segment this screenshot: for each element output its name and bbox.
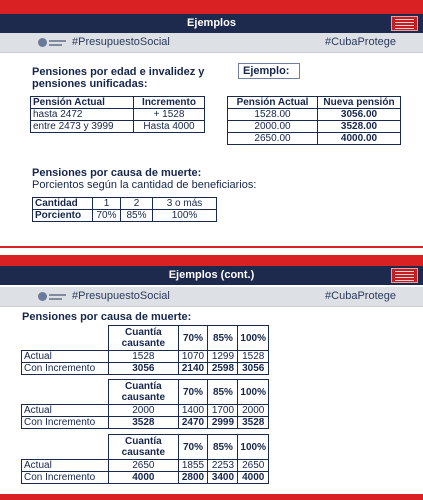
government-logo: [38, 38, 66, 48]
pension-increment-table: [30, 96, 205, 133]
table-row: entre 2473 y 3999 Hasta 4000: [31, 121, 205, 133]
section-subtitle-porcientos: Porcientos según la cantidad de beneficiarios:: [32, 179, 257, 191]
government-logo: [38, 292, 66, 302]
table-row: Porciento 70% 85% 100%: [33, 210, 217, 222]
example-label: Ejemplo:: [238, 63, 300, 79]
section-title-causa-muerte: Pensiones por causa de muerte:: [22, 311, 192, 323]
death-pension-table-3: Cuantía causante 70% 85% 100% Actual 2650 1855 2253 2650 Con Incremento 4000 2800 3400 4000: [21, 434, 269, 484]
table-row: Actual 2650 1855 2253 2650: [22, 460, 269, 472]
table-row: Actual 2000 1400 1700 2000: [22, 405, 269, 417]
hashtag-presupuesto-social: #PresupuestoSocial: [72, 36, 170, 48]
section-title-edad-invalidez: Pensiones por edad e invalidez y pensiones unificadas:: [32, 66, 205, 90]
table-row: Cantidad 1 2 3 o más: [33, 198, 217, 210]
slide-ejemplos: [0, 14, 423, 246]
example-pension-table: [227, 96, 401, 145]
table-row: Actual 1528 1070 1299 1528: [22, 351, 269, 363]
hashtag-presupuesto-social: #PresupuestoSocial: [72, 290, 170, 302]
table-row: 2650.00 4000.00: [228, 133, 401, 145]
table-row: hasta 2472 + 1528: [31, 109, 205, 121]
slide-title-bar: [0, 266, 423, 285]
table-row: 2000.00 3528.00: [228, 121, 401, 133]
slide-title-bar: [0, 14, 423, 33]
slide-ejemplos-cont: [0, 266, 423, 494]
death-pension-table-1: Cuantía causante 70% 85% 100% Actual 1528 1070 1299 1528 Con Incremento 3056 2140 2598 3056: [21, 325, 269, 375]
beneficiaries-percent-table: [32, 197, 217, 222]
table-header: Pensión Actual: [31, 97, 134, 109]
death-pension-table-2: Cuantía causante 70% 85% 100% Actual 2000 1400 1700 2000 Con Incremento 3528 2470 2999 3528: [21, 379, 269, 429]
hashtag-cuba-protege: #CubaProtege: [325, 36, 396, 48]
table-row: Con Incremento 4000 2800 3400 4000: [22, 472, 269, 484]
slide-title: Ejemplos: [187, 17, 236, 29]
hashtag-bar: [0, 33, 423, 53]
table-row: Con Incremento 3528 2470 2999 3528: [22, 417, 269, 429]
slide-title: Ejemplos (cont.): [168, 269, 255, 281]
hashtag-bar: [0, 287, 423, 307]
hashtag-cuba-protege: #CubaProtege: [325, 290, 396, 302]
table-header: Pensión Actual: [228, 97, 318, 109]
section-title-causa-muerte: Pensiones por causa de muerte:: [32, 167, 202, 179]
table-header: Nueva pensión: [318, 97, 401, 109]
ministry-logo: [391, 16, 418, 31]
table-row: 1528.00 3056.00: [228, 109, 401, 121]
table-header: Incremento: [134, 97, 205, 109]
table-row: Con Incremento 3056 2140 2598 3056: [22, 363, 269, 375]
ministry-logo: [391, 268, 418, 283]
